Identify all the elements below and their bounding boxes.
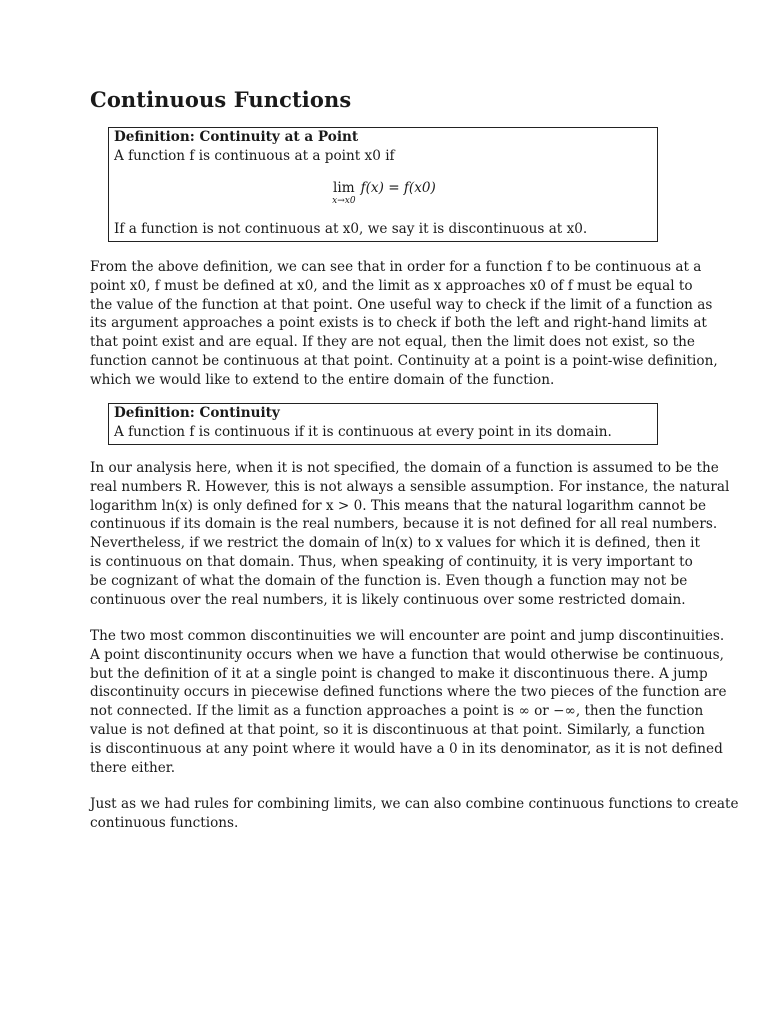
definition-box-continuity-at-point bbox=[108, 127, 658, 242]
paragraph-continuity-explanation bbox=[90, 258, 718, 390]
paragraph-line: Nevertheless, if we restrict the domain of ln(x) to x values for which it is defined, then it bbox=[90, 535, 700, 552]
limit-equality: f(x) = f(x0) bbox=[360, 180, 436, 196]
paragraph-line: its argument approaches a point exists is to check if both the left and right-hand limits at bbox=[90, 315, 707, 332]
paragraph-line: continuous over the real numbers, it is likely continuous over some restricted domain. bbox=[90, 591, 686, 608]
paragraph-line: point x0, f must be defined at x0, and the limit as x approaches x0 of f must be equal to bbox=[90, 277, 693, 294]
paragraph-line: continuous if its domain is the real numbers, because it is not defined for all real numbers. bbox=[90, 516, 718, 533]
paragraph-line: that point exist and are equal. If they are not equal, then the limit does not exist, so the bbox=[90, 334, 695, 351]
paragraph-line: there either. bbox=[90, 759, 176, 776]
paragraph-line: be cognizant of what the domain of the function is. Even though a function may not be bbox=[90, 572, 688, 589]
limit-subscript: x→x0 bbox=[332, 196, 356, 206]
paragraph-line: which we would like to extend to the entire domain of the function. bbox=[90, 371, 555, 388]
paragraph-line: The two most common discontinuities we will encounter are point and jump discontinuities. bbox=[90, 628, 725, 644]
definition-intro: A function f is continuous at a point x0 if bbox=[114, 148, 395, 164]
paragraph-discontinuities bbox=[90, 627, 727, 777]
paragraph-line: discontinuity occurs in piecewise defined functions where the two pieces of the function are bbox=[90, 684, 727, 701]
paragraph-line: is discontinuous at any point where it would have a 0 in its denominator, as it is not defined bbox=[90, 740, 723, 757]
paragraph-line: From the above definition, we can see that in order for a function f to be continuous at a bbox=[90, 259, 702, 275]
limit-equation bbox=[109, 180, 657, 210]
definition-heading: Definition: Continuity bbox=[114, 405, 280, 421]
definition-box-continuity bbox=[108, 403, 658, 445]
paragraph-line: value is not defined at that point, so it is discontinuous at that point. Similarly, a function bbox=[90, 721, 705, 738]
paragraph-line: A point discontinunity occurs when we have a function that would otherwise be continuous, bbox=[90, 646, 724, 663]
paragraph-line: Just as we had rules for combining limits, we can also combine continuous functions to create bbox=[90, 796, 739, 812]
definition-heading: Definition: Continuity at a Point bbox=[114, 129, 359, 145]
page-title: Continuous Functions bbox=[90, 87, 352, 112]
paragraph-line: real numbers R. However, this is not always a sensible assumption. For instance, the natural bbox=[90, 478, 730, 495]
paragraph-line: function cannot be continuous at that point. Continuity at a point is a point-wise definition, bbox=[90, 352, 718, 369]
paragraph-domain bbox=[90, 459, 730, 609]
definition-footer: If a function is not continuous at x0, we say it is discontinuous at x0. bbox=[114, 221, 588, 237]
limit-operator bbox=[332, 180, 355, 206]
paragraph-line: is continuous on that domain. Thus, when speaking of continuity, it is very important to bbox=[90, 553, 693, 570]
paragraph-line: not connected. If the limit as a function approaches a point is ∞ or −∞, then the function bbox=[90, 703, 704, 720]
paragraph-combining bbox=[90, 795, 739, 833]
paragraph-line: logarithm ln(x) is only defined for x > 0. This means that the natural logarithm cannot be bbox=[90, 497, 707, 514]
paragraph-line: the value of the function at that point. One useful way to check if the limit of a function as bbox=[90, 296, 713, 313]
definition-text: A function f is continuous if it is continuous at every point in its domain. bbox=[114, 424, 612, 440]
paragraph-line: In our analysis here, when it is not specified, the domain of a function is assumed to be the bbox=[90, 460, 719, 476]
limit-word: lim bbox=[333, 180, 355, 196]
paragraph-line: but the definition of it at a single point is changed to make it discontinuous there. A jump bbox=[90, 665, 708, 682]
paragraph-line: continuous functions. bbox=[90, 814, 239, 831]
